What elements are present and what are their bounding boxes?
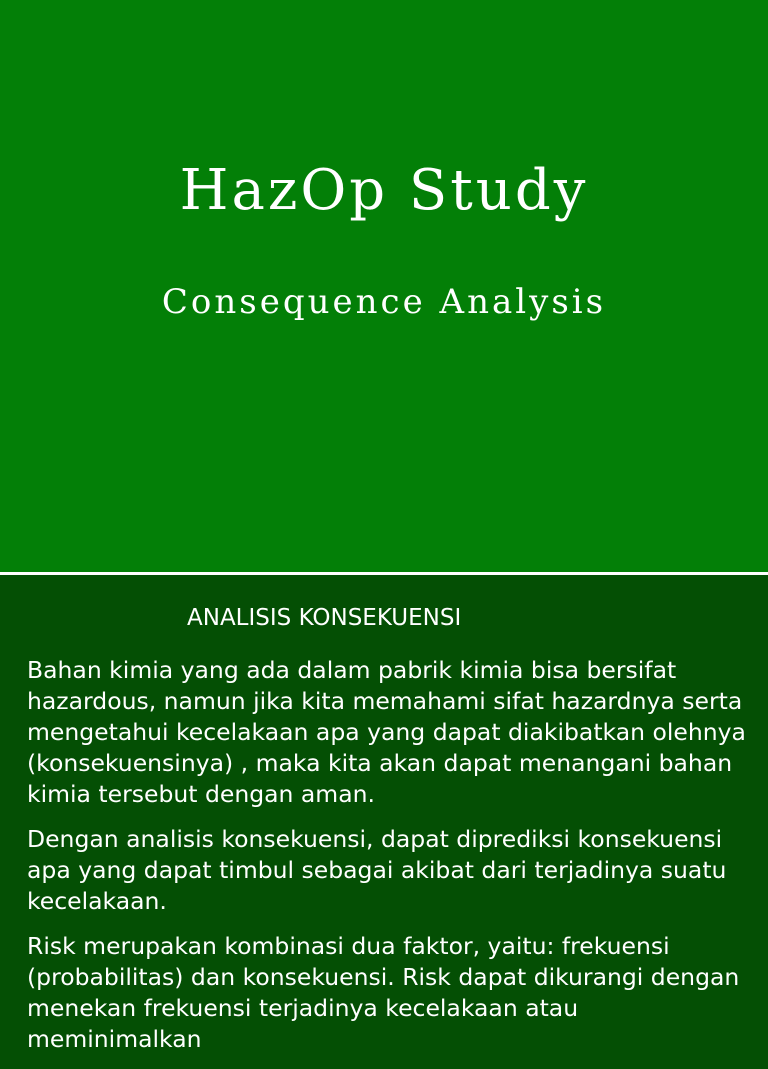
content-slide	[0, 575, 768, 1053]
slide-title: HazOp Study	[179, 158, 589, 223]
slide-subtitle: Consequence Analysis	[161, 282, 607, 322]
paragraph: Risk merupakan kombinasi dua faktor, yaitu: frekuensi (probabilitas) dan konsekuensi. Risk dapat dikurangi dengan menekan frekuensi terjadinya kecelakaan atau meminimalkan	[27, 932, 740, 1053]
paragraph: Dengan analisis konsekuensi, dapat diprediksi konsekuensi apa yang dapat timbul sebagai akibat dari terjadinya suatu kecelakaan.	[27, 825, 727, 915]
paragraph: Bahan kimia yang ada dalam pabrik kimia bisa bersifat hazardous, namun jika kita memahami sifat hazardnya serta mengetahui kecelakaan apa yang dapat diakibatkan olehnya (konsekuensinya) , maka kita akan dapat menangani bahan kimia tersebut dengan aman.	[27, 656, 746, 808]
body-text	[27, 655, 747, 1069]
section-heading: ANALISIS KONSEKUENSI	[187, 605, 462, 631]
